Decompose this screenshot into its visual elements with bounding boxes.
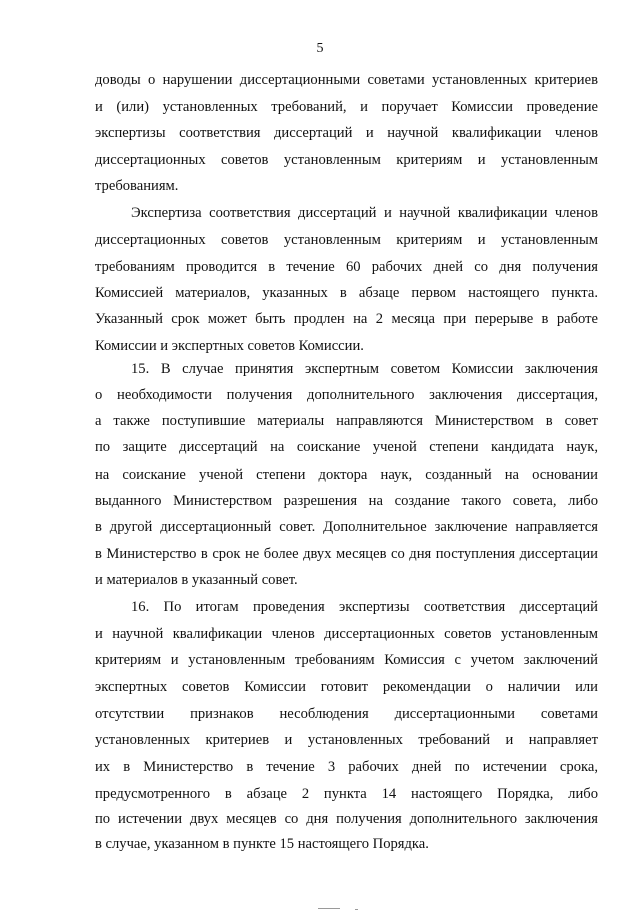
text-line: их в Министерство в течение 3 рабочих дней по истечении срока, [95, 759, 598, 775]
scan-artifact [318, 908, 340, 909]
text-line: о необходимости получения дополнительного заключения диссертация, [95, 387, 598, 403]
text-line: Комиссии и экспертных советов Комиссии. [95, 338, 364, 354]
text-line: Указанный срок может быть продлен на 2 месяца при перерыве в работе [95, 311, 598, 327]
text-line: Комиссией материалов, указанных в абзаце первом настоящего пункта. [95, 285, 598, 301]
text-line: в Министерство в срок не более двух месяцев со дня поступления диссертации [95, 546, 598, 562]
text-line: экспертных советов Комиссии готовит рекомендации о наличии или [95, 679, 598, 695]
text-line: требованиям. [95, 178, 179, 194]
text-line: а также поступившие материалы направляются Министерством в совет [95, 413, 598, 429]
text-line: в случае, указанном в пункте 15 настоящего Порядка. [95, 836, 429, 852]
text-line: по защите диссертаций на соискание ученой степени кандидата наук, [95, 439, 598, 455]
text-line: и (или) установленных требований, и поручает Комиссии проведение [95, 99, 598, 115]
text-line: 15. В случае принятия экспертным советом Комиссии заключения [131, 361, 598, 377]
text-line: по истечении двух месяцев со дня получения дополнительного заключения [95, 811, 598, 827]
scan-artifact [355, 909, 358, 910]
page-number: 5 [316, 41, 324, 56]
text-line: доводы о нарушении диссертационными советами установленных критериев [95, 72, 598, 88]
text-line: требованиям проводится в течение 60 рабочих дней со дня получения [95, 259, 598, 275]
text-line: экспертизы соответствия диссертаций и научной квалификации членов [95, 125, 598, 141]
text-line: отсутствии признаков несоблюдения диссертационными советами [95, 706, 598, 722]
text-line: 16. По итогам проведения экспертизы соответствия диссертаций [131, 599, 598, 615]
text-line: на соискание ученой степени доктора наук, созданный на основании [95, 467, 598, 483]
text-line: и материалов в указанный совет. [95, 572, 298, 588]
text-line: диссертационных советов установленным критериям и установленным [95, 232, 598, 248]
text-line: Экспертиза соответствия диссертаций и научной квалификации членов [131, 205, 598, 221]
text-line: выданного Министерством разрешения на создание такого совета, либо [95, 493, 598, 509]
text-line: критериям и установленным требованиям Комиссия с учетом заключений [95, 652, 598, 668]
text-line: установленных критериев и установленных требований и направляет [95, 732, 598, 748]
text-line: диссертационных советов установленным критериям и установленным [95, 152, 598, 168]
text-line: и научной квалификации членов диссертационных советов установленным [95, 626, 598, 642]
text-line: предусмотренного в абзаце 2 пункта 14 настоящего Порядка, либо [95, 786, 598, 802]
text-line: в другой диссертационный совет. Дополнительное заключение направляется [95, 519, 598, 535]
